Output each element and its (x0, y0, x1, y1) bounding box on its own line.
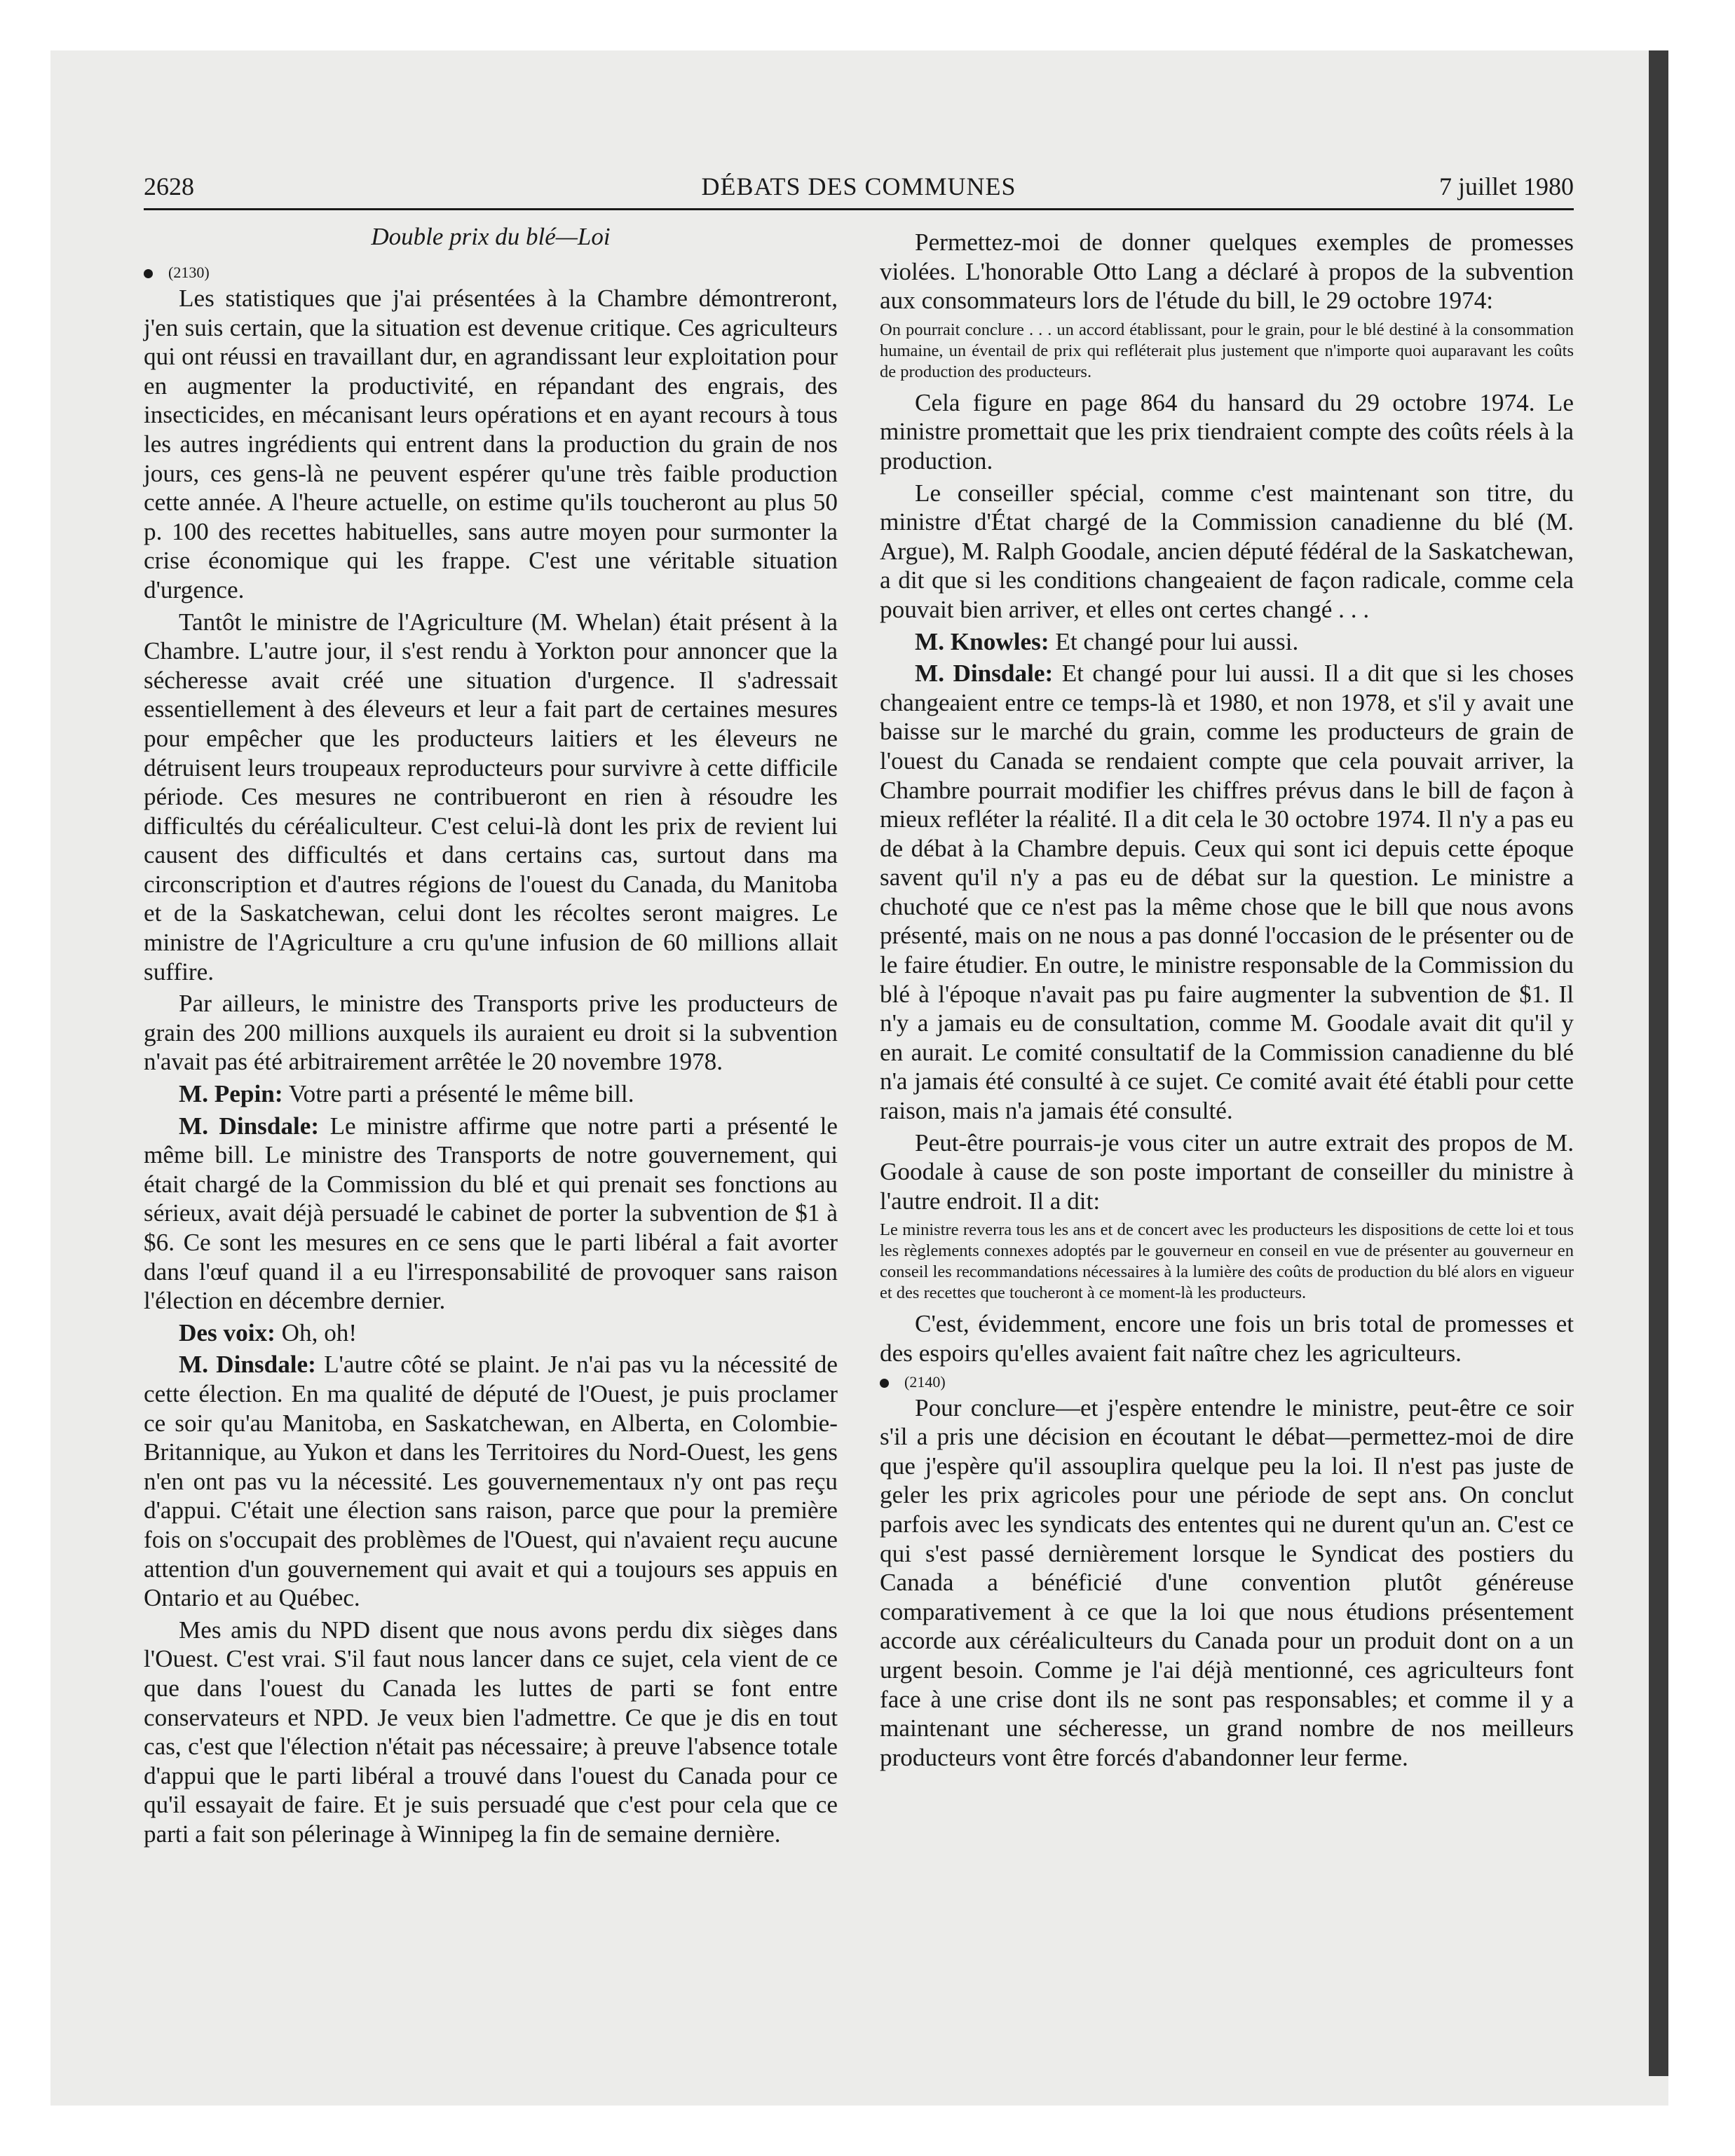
speaker-name: M. Dinsdale: (915, 660, 1054, 688)
quotation: Le ministre reverra tous les ans et de concert avec les producteurs les dispositions de cette loi et tous les règlements connexes adoptés par le gouverneur en conseil en vue de présenter au gouverneur en conseil les recommandations nécessaires à la lumière des coûts de production du blé alors en vigueur et des recettes que toucheront à ce moment-là les producteurs. (880, 1220, 1574, 1303)
quotation: On pourrait conclure . . . un accord établissant, pour le grain, pour le blé destiné à la consommation humaine, un éventail de prix qui refléterait plus justement que n'importe quoi auparavant les coûts de production des producteurs. (880, 320, 1574, 381)
section-subtitle: Double prix du blé—Loi (371, 223, 611, 250)
document-page (144, 172, 1574, 2064)
page-number: 2628 (144, 172, 194, 200)
bullet-icon (144, 269, 153, 278)
paragraph: Permettez-moi de donner quelques exemples de promesses violées. L'honorable Otto Lang a déclaré à propos de la subvention aux consommateurs lors de l'étude du bill, le 29 octobre 1974: (880, 228, 1574, 315)
speech (880, 627, 1574, 657)
right-column (880, 222, 1574, 1775)
time-marker (144, 263, 838, 282)
speech-text: Votre parti a présenté le même bill. (283, 1080, 634, 1108)
speaker-name: M. Pepin: (179, 1080, 283, 1108)
speech-text: Et changé pour lui aussi. (1049, 627, 1299, 655)
speaker-name: M. Dinsdale: (179, 1351, 316, 1379)
paragraph: C'est, évidemment, encore une fois un bris total de promesses et des espoirs qu'elles avaient fait naître chez les agriculteurs. (880, 1310, 1574, 1367)
speech (144, 1350, 838, 1612)
left-column (144, 222, 838, 1851)
scan-edge-bar (1649, 50, 1668, 2076)
time-marker-label: (2130) (168, 264, 210, 281)
paragraph: Le conseiller spécial, comme c'est maintenant son titre, du ministre d'État chargé de la Commission canadienne du blé (M. Argue), M. Ralph Goodale, ancien député fédéral de la Saskatchewan, a dit que si les conditions changeaient de façon radicale, comme cela pouvait bien arriver, et elles ont certes changé . . . (880, 479, 1574, 623)
time-marker (880, 1372, 1574, 1392)
speaker-name: M. Dinsdale: (179, 1112, 320, 1140)
paragraph: Par ailleurs, le ministre des Transports prive les producteurs de grain des 200 millions auxquels ils auraient eu droit si la subvention n'avait pas été arbitrairement arrêtée le 20 novembre 1978. (144, 990, 838, 1076)
speech (880, 659, 1574, 1126)
speech-text: L'autre côté se plaint. Je n'ai pas vu la nécessité de cette élection. En ma qualité de député de l'Ouest, je puis proclamer ce soir qu'au Manitoba, en Saskatchewan, en Alberta, en Colombie-Britannique, au Yukon et dans les Territoires du Nord-Ouest, les gens n'en ont pas vu la nécessité. Les gouvernementaux n'y ont pas reçu d'appui. C'était une élection sans raison, parce que pour la première fois on s'occupait des problèmes de l'Ouest, qui n'avaient reçu aucune attention d'un gouvernement qui avait et qui a toujours ses appuis en Ontario et au Québec. (144, 1351, 838, 1612)
page-header (144, 172, 1574, 210)
paragraph: Mes amis du NPD disent que nous avons perdu dix sièges dans l'Ouest. C'est vrai. S'il faut nous lancer dans ce sujet, cela vient de ce que dans l'ouest du Canada les luttes de parti se font entre conservateurs et NPD. Je veux bien l'admettre. Ce que je dis en tout cas, c'est que l'élection n'était pas nécessaire; à preuve l'absence totale d'appui que le parti libéral a trouvé dans l'ouest du Canada pour ce qu'il essayait de faire. Et je suis persuadé que c'est pour cela que ce parti a fait son pélerinage à Winnipeg la fin de semaine dernière. (144, 1616, 838, 1848)
paragraph: Les statistiques que j'ai présentées à la Chambre démontreront, j'en suis certain, que la situation est devenue critique. Ces agriculteurs qui ont réussi en travaillant dur, en agrandissant leur exploitation pour en augmenter la productivité, en répandant des engrais, des insecticides, en mécanisant leurs opérations et en ayant recours à tous les autres ingrédients qui entrent dans la production du grain de nos jours, ces gens-là ne peuvent espérer qu'une très faible production cette année. A l'heure actuelle, on estime qu'ils toucheront au plus 50 p. 100 des recettes habituelles, sans autre moyen pour surmonter la crise économique qui les frappe. C'est une véritable situation d'urgence. (144, 285, 838, 603)
speech (144, 1112, 838, 1316)
speech (144, 1318, 838, 1348)
paragraph: Pour conclure—et j'espère entendre le ministre, peut-être ce soir s'il a pris une décision en écoutant le débat—permettez-moi de dire que j'espère qu'il assouplira quelque peu la loi. Il n'est pas juste de geler les prix agricoles pour une période de sept ans. On conclut parfois avec les syndicats des ententes qui ne durent qu'un an. C'est ce qui s'est passé dernièrement lorsque le Syndicat des postiers du Canada a bénéficié d'une convention plutôt généreuse comparativement à ce que la loi que nous étudions présentement accorde aux céréaliculteurs du Canada pour un produit dont on a un urgent besoin. Comme je l'ai déjà mentionné, ces agriculteurs font face à une crise dont ils ne sont pas responsables; et comme il y a maintenant une sécheresse, un grand nombre de nos meilleurs producteurs vont être forcés d'abandonner leur ferme. (880, 1393, 1574, 1771)
time-marker-label: (2140) (904, 1372, 946, 1391)
speaker-name: M. Knowles: (915, 627, 1049, 655)
speaker-name: Des voix: (179, 1318, 275, 1346)
paragraph: Peut-être pourrais-je vous citer un autre extrait des propos de M. Goodale à cause de son poste important de conseiller du ministre à l'autre endroit. Il a dit: (880, 1128, 1574, 1215)
speech-text: Le ministre affirme que notre parti a présenté le même bill. Le ministre des Transports de notre gouvernement, qui était chargé de la Commission du blé et qui prenait ses fonctions au sérieux, avait déjà persuadé le cabinet de porter la subvention de $1 à $6. Ce sont les mesures en ce sens que le parti libéral a fait avorter dans l'œuf quand il a eu l'irresponsabilité de provoquer sans raison l'élection en décembre dernier. (144, 1112, 838, 1315)
publication-title: DÉBATS DES COMMUNES (701, 172, 1016, 200)
publication-date: 7 juillet 1980 (1439, 172, 1574, 200)
paragraph: Cela figure en page 864 du hansard du 29 octobre 1974. Le ministre promettait que les prix tiendraient compte des coûts réels à la production. (880, 388, 1574, 475)
speech-text: Oh, oh! (275, 1318, 358, 1346)
speech-text: Et changé pour lui aussi. Il a dit que si les choses changeaient entre ce temps-là et 1980, et non 1978, et s'il y avait une baisse sur le marché du grain, comme les producteurs de grain de l'ouest du Canada se rendaient compte que cela pouvait arriver, la Chambre pourrait modifier les chiffres prévus dans le bill de façon à mieux refléter la réalité. Il a dit cela le 30 octobre 1974. Il n'y a pas eu de débat à la Chambre depuis. Ceux qui sont ici depuis cette époque savent qu'il n'y a pas eu de débat sur la question. Le ministre a chuchoté que ce n'est pas la même chose que le bill que nous avons présenté, mais on ne nous a pas donné l'occasion de le présenter ou de le faire étudier. En outre, le ministre responsable de la Commission du blé à l'époque n'avait pas pu faire augmenter la subvention de $1. Il n'y a jamais eu de consultation, comme M. Goodale avait dit qu'il y en aurait. Le comité consultatif de la Commission canadienne du blé n'a jamais été consulté à ce sujet. Ce comité avait été établi pour cette raison, mais n'a jamais été consulté. (880, 660, 1574, 1125)
bullet-icon (880, 1379, 889, 1388)
speech (144, 1079, 838, 1109)
paragraph: Tantôt le ministre de l'Agriculture (M. Whelan) était présent à la Chambre. L'autre jour, il s'est rendu à Yorkton pour annoncer que la sécheresse avait créé une situation d'urgence. Il s'adressait essentiellement à des éleveurs et leur a fait part de certaines mesures pour empêcher que les producteurs laitiers et les éleveurs ne détruisent leurs troupeaux reproducteurs pour survivre à cette difficile période. Ces mesures ne contribueront en rien à résoudre les difficultés du céréaliculteur. C'est celui-là dont les prix de revient lui causent des difficultés et dans certains cas, surtout dans ma circonscription et d'autres régions de l'ouest du Canada, du Manitoba et de la Saskatchewan, celui dont les récoltes seront maigres. Le ministre de l'Agriculture a cru qu'une infusion de 60 millions allait suffire. (144, 608, 838, 985)
